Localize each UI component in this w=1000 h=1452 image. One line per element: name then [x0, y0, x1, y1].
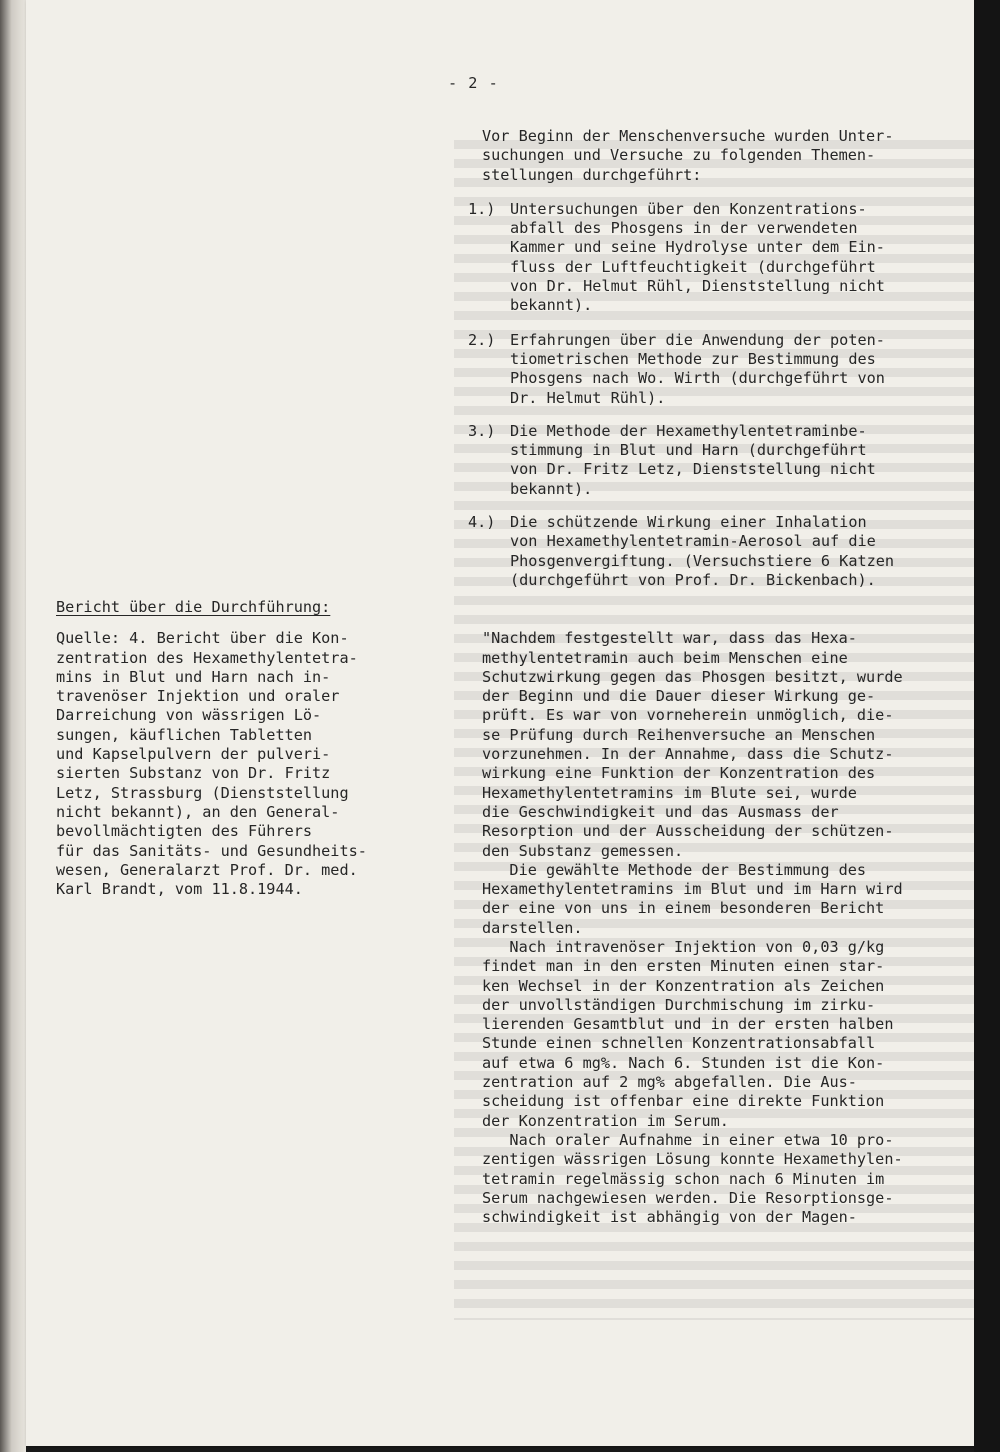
source-line: und Kapselpulvern der pulveri-	[56, 745, 331, 764]
sidebar-heading: Bericht über die Durchführung:	[56, 598, 331, 616]
quote-line: auf etwa 6 mg%. Nach 6. Stunden ist die Kon-	[482, 1053, 885, 1072]
quote-line: Nach intravenöser Injektion von 0,03 g/kg	[482, 937, 885, 956]
source-line: sungen, käuflichen Tabletten	[56, 725, 313, 744]
quote-line: darstellen.	[482, 918, 583, 937]
page-number: - 2 -	[448, 74, 499, 92]
source-line: Karl Brandt, vom 11.8.1944.	[56, 880, 303, 899]
quote-line: methylentetramin auch beim Menschen eine	[482, 648, 848, 667]
list-item-line: Dr. Helmut Rühl).	[510, 388, 666, 407]
quote-line: tetramin regelmässig schon nach 6 Minuten im	[482, 1169, 885, 1188]
list-item-line: Untersuchungen über den Konzentrations-	[510, 199, 867, 218]
source-line: Quelle: 4. Bericht über die Kon-	[56, 629, 349, 648]
scan-border	[974, 0, 1000, 1452]
quote-line: den Substanz gemessen.	[482, 841, 684, 860]
quote-line: die Geschwindigkeit und das Ausmass der	[482, 802, 839, 821]
quote-line: se Prüfung durch Reihenversuche an Menschen	[482, 725, 876, 744]
list-item-line: (durchgeführt von Prof. Dr. Bickenbach).	[510, 570, 876, 589]
list-item-line: Phosgenvergiftung. (Versuchstiere 6 Katzen	[510, 551, 895, 570]
list-item-line: Erfahrungen über die Anwendung der poten-	[510, 330, 885, 349]
list-item-3	[468, 421, 972, 499]
quote-line: Hexamethylentetramins im Blut und im Harn wird	[482, 880, 903, 899]
intro-line: suchungen und Versuche zu folgenden Themen-	[482, 146, 876, 165]
source-line: zentration des Hexamethylentetra-	[56, 648, 358, 667]
quote-line: zentration auf 2 mg% abgefallen. Die Aus-	[482, 1073, 857, 1092]
list-item-line: bekannt).	[510, 296, 593, 315]
quote-line: Stunde einen schnellen Konzentrationsabfall	[482, 1034, 876, 1053]
list-item-line: tiometrischen Methode zur Bestimmung des	[510, 349, 876, 368]
list-item-1	[468, 199, 972, 316]
list-item-line: Die schützende Wirkung einer Inhalation	[510, 513, 867, 532]
list-item-4	[468, 513, 972, 590]
quote-line: ken Wechsel in der Konzentration als Zeichen	[482, 976, 885, 995]
source-line: nicht bekannt), an den General-	[56, 802, 340, 821]
list-item-number: 1.)	[468, 199, 496, 218]
intro-paragraph	[482, 127, 972, 185]
list-item-2	[468, 330, 972, 408]
source-citation	[56, 629, 431, 899]
list-item-line: von Dr. Helmut Rühl, Dienststellung nicht	[510, 277, 885, 296]
quote-line: der Konzentration im Serum.	[482, 1111, 729, 1130]
source-line: für das Sanitäts- und Gesundheits-	[56, 841, 367, 860]
quote-line: lierenden Gesamtblut und in der ersten halben	[482, 1015, 894, 1034]
source-line: travenöser Injektion und oraler	[56, 687, 340, 706]
intro-line: stellungen durchgeführt:	[482, 165, 702, 184]
list-item-line: Die Methode der Hexamethylentetraminbe-	[510, 421, 867, 440]
source-line: wesen, Generalarzt Prof. Dr. med.	[56, 860, 358, 879]
previous-page-edge	[0, 0, 26, 1452]
quote-line: der eine von uns in einem besonderen Bericht	[482, 899, 885, 918]
list-item-number: 2.)	[468, 330, 496, 349]
list-item-line: von Dr. Fritz Letz, Dienststellung nicht	[510, 460, 876, 479]
quote-line: zentigen wässrigen Lösung konnte Hexamethylen-	[482, 1150, 903, 1169]
quote-line: Hexamethylentetramins im Blute sei, wurde	[482, 783, 857, 802]
list-item-line: fluss der Luftfeuchtigkeit (durchgeführt	[510, 257, 876, 276]
quote-line: findet man in den ersten Minuten einen star-	[482, 957, 885, 976]
source-line: mins in Blut und Harn nach in-	[56, 667, 331, 686]
source-line: bevollmächtigten des Führers	[56, 822, 313, 841]
source-line: Letz, Strassburg (Dienststellung	[56, 783, 349, 802]
list-item-number: 3.)	[468, 421, 496, 440]
source-line: Darreichung von wässrigen Lö-	[56, 706, 322, 725]
list-item-line: bekannt).	[510, 479, 593, 498]
quote-line: Nach oraler Aufnahme in einer etwa 10 pro-	[482, 1130, 894, 1149]
quote-line: wirkung eine Funktion der Konzentration des	[482, 764, 876, 783]
quote-line: prüft. Es war von vorneherein unmöglich, die-	[482, 706, 894, 725]
quote-line: der unvollständigen Durchmischung im zirku-	[482, 995, 876, 1014]
quote-line: Resorption und der Ausscheidung der schützen-	[482, 822, 894, 841]
quote-line: schwindigkeit ist abhängig von der Magen-	[482, 1208, 857, 1227]
list-item-number: 4.)	[468, 513, 496, 532]
list-item-line: von Hexamethylentetramin-Aerosol auf die	[510, 532, 876, 551]
report-quote	[482, 629, 972, 1227]
source-line: sierten Substanz von Dr. Fritz	[56, 764, 331, 783]
quote-line: der Beginn und die Dauer dieser Wirkung ge-	[482, 687, 876, 706]
list-item-line: stimmung in Blut und Harn (durchgeführt	[510, 441, 867, 460]
quote-line: "Nachdem festgestellt war, dass das Hexa-	[482, 629, 857, 648]
intro-line: Vor Beginn der Menschenversuche wurden Unter-	[482, 127, 894, 145]
quote-line: Serum nachgewiesen werden. Die Resorptionsge-	[482, 1188, 894, 1207]
quote-line: Schutzwirkung gegen das Phosgen besitzt, wurde	[482, 667, 903, 686]
quote-line: vorzunehmen. In der Annahme, dass die Schutz-	[482, 745, 894, 764]
source-sidebar	[56, 598, 431, 899]
quote-line: Die gewählte Methode der Bestimmung des	[482, 860, 867, 879]
list-item-line: Phosgens nach Wo. Wirth (durchgeführt von	[510, 369, 885, 388]
list-item-line: abfall des Phosgens in der verwendeten	[510, 219, 858, 238]
main-column	[468, 127, 972, 1227]
quote-line: scheidung ist offenbar eine direkte Funktion	[482, 1092, 885, 1111]
list-item-line: Kammer und seine Hydrolyse unter dem Ein-	[510, 238, 885, 257]
